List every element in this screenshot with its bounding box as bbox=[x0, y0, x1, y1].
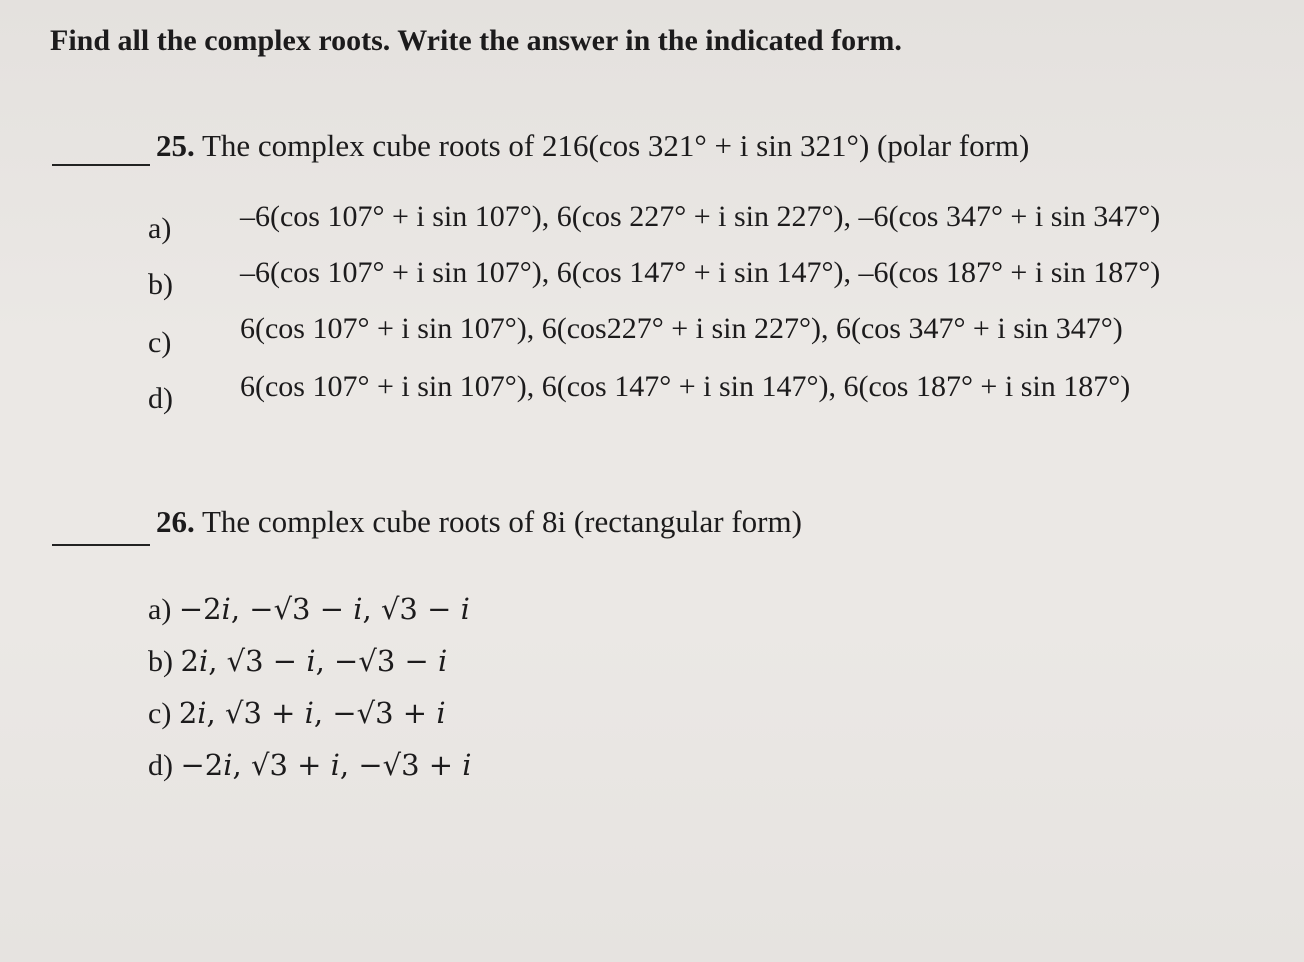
q26-option-c bbox=[148, 696, 446, 731]
question-25-text: The complex cube roots of 216(cos 321° + i sin 321°) (polar form) bbox=[201, 128, 1030, 163]
question-26 bbox=[156, 504, 802, 540]
question-26-number: 26. bbox=[156, 504, 195, 539]
answer-blank-25[interactable] bbox=[52, 164, 150, 166]
q26-option-d bbox=[148, 748, 472, 783]
q26-option-b bbox=[148, 644, 447, 679]
q25-option-c-text: 6(cos 107° + i sin 107°), 6(cos227° + i sin 227°), 6(cos 347° + i sin 347°) bbox=[240, 312, 1123, 345]
q26-option-d-letter: d) bbox=[148, 749, 173, 782]
question-25-number: 25. bbox=[156, 128, 195, 163]
q25-option-d-text: 6(cos 107° + i sin 107°), 6(cos 147° + i sin 147°), 6(cos 187° + i sin 187°) bbox=[240, 370, 1131, 403]
q26-option-b-text: 2𝑖, √3 − 𝑖, −√3 − 𝑖 bbox=[180, 644, 448, 678]
q25-option-d-letter: d) bbox=[148, 382, 173, 415]
q26-option-d-text: −2𝑖, √3 + 𝑖, −√3 + 𝑖 bbox=[180, 748, 472, 782]
answer-blank-26[interactable] bbox=[52, 544, 150, 546]
question-25 bbox=[156, 128, 1029, 164]
q26-option-c-letter: c) bbox=[148, 697, 172, 730]
q25-option-a-text: –6(cos 107° + i sin 107°), 6(cos 227° + i sin 227°), –6(cos 347° + i sin 347°) bbox=[240, 200, 1161, 233]
q25-option-b-letter: b) bbox=[148, 268, 173, 301]
q26-option-a-text: −2𝑖, −√3 − 𝑖, √3 − 𝑖 bbox=[178, 592, 470, 626]
question-26-text: The complex cube roots of 8i (rectangular form) bbox=[201, 504, 802, 539]
q26-option-b-letter: b) bbox=[148, 645, 173, 678]
q25-option-b-text: –6(cos 107° + i sin 107°), 6(cos 147° + i sin 147°), –6(cos 187° + i sin 187°) bbox=[240, 256, 1161, 289]
q26-option-a-letter: a) bbox=[148, 593, 172, 626]
q26-option-a bbox=[148, 592, 470, 627]
q25-option-c-letter: c) bbox=[148, 326, 172, 359]
instruction-heading: Find all the complex roots. Write the answer in the indicated form. bbox=[50, 24, 902, 57]
q26-option-c-text: 2𝑖, √3 + 𝑖, −√3 + 𝑖 bbox=[178, 696, 446, 730]
q25-option-a-letter: a) bbox=[148, 212, 172, 245]
